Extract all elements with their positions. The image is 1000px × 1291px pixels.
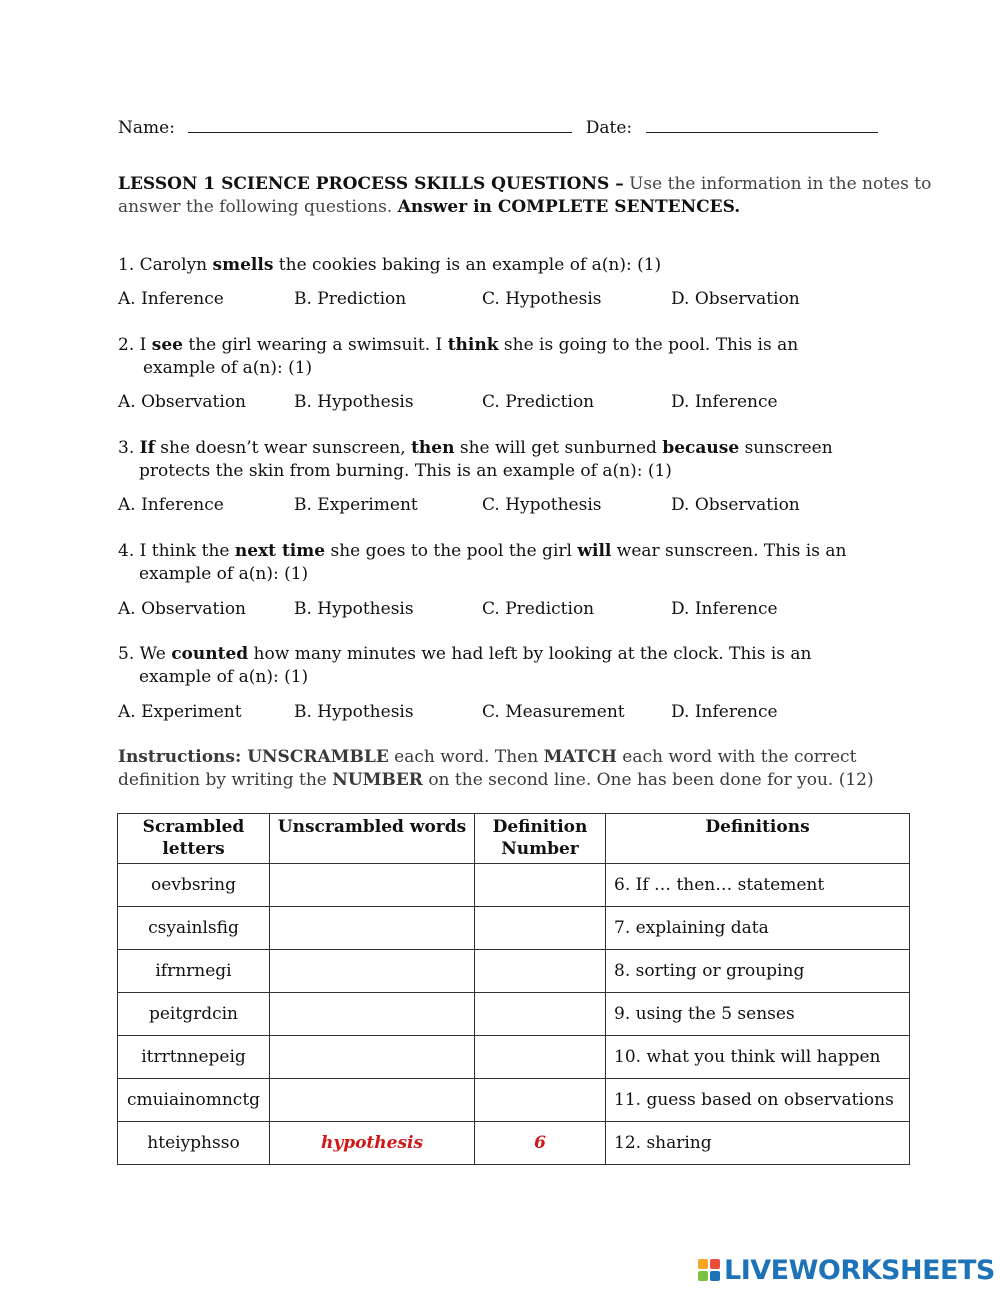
- unscrambled-input[interactable]: [270, 907, 475, 950]
- unscrambled-input[interactable]: [270, 993, 475, 1036]
- question-5: 5. We counted how many minutes we had left by looking at the clock. This is an: [118, 644, 812, 664]
- unscrambled-input[interactable]: [270, 950, 475, 993]
- lesson-intro-2: answer the following questions.: [118, 197, 398, 217]
- option-b[interactable]: B. Experiment: [294, 495, 418, 515]
- option-c[interactable]: C. Prediction: [482, 599, 595, 619]
- option-c[interactable]: C. Measurement: [482, 702, 625, 722]
- scrambled-word: oevbsring: [118, 864, 270, 907]
- option-d[interactable]: D. Inference: [671, 702, 778, 722]
- option-c[interactable]: C. Hypothesis: [482, 289, 602, 309]
- scrambled-word: hteiyphsso: [118, 1122, 270, 1165]
- question-1-options: [118, 289, 910, 311]
- question-3-line-2: protects the skin from burning. This is an example of a(n): (1): [139, 461, 672, 481]
- scrambled-word: cmuiainomnctg: [118, 1079, 270, 1122]
- definition-text: 8. sorting or grouping: [606, 950, 910, 993]
- instructions-line-1: Instructions: UNSCRAMBLE each word. Then MATCH each word with the correct: [118, 747, 857, 767]
- example-answer-word: hypothesis: [270, 1122, 475, 1165]
- scrambled-word: peitgrdcin: [118, 993, 270, 1036]
- definition-number-input[interactable]: [475, 950, 606, 993]
- unscramble-table: [117, 813, 910, 1165]
- unscrambled-input[interactable]: [270, 864, 475, 907]
- question-5-options: [118, 702, 910, 724]
- table-header-row: [118, 814, 910, 864]
- question-3: 3. If she doesn’t wear sunscreen, then she will get sunburned because sunscreen: [118, 438, 833, 458]
- definition-number-input[interactable]: [475, 907, 606, 950]
- table-row: [118, 864, 910, 907]
- option-b[interactable]: B. Hypothesis: [294, 599, 414, 619]
- table-row: [118, 1122, 910, 1165]
- option-d[interactable]: D. Observation: [671, 495, 800, 515]
- option-a[interactable]: A. Experiment: [118, 702, 242, 722]
- scrambled-word: csyainlsfig: [118, 907, 270, 950]
- option-b[interactable]: B. Hypothesis: [294, 392, 414, 412]
- definition-text: 10. what you think will happen: [606, 1036, 910, 1079]
- option-a[interactable]: A. Observation: [118, 599, 247, 619]
- logo-mark-icon: [698, 1259, 720, 1281]
- liveworksheets-logo: [698, 1253, 995, 1287]
- option-c[interactable]: C. Hypothesis: [482, 495, 602, 515]
- question-4-options: [118, 599, 910, 621]
- option-d[interactable]: D. Inference: [671, 392, 778, 412]
- table-row: [118, 907, 910, 950]
- question-2-line-2: example of a(n): (1): [143, 358, 313, 378]
- option-d[interactable]: D. Inference: [671, 599, 778, 619]
- question-5-line-2: example of a(n): (1): [139, 667, 309, 687]
- question-2: 2. I see the girl wearing a swimsuit. I think she is going to the pool. This is an: [118, 335, 799, 355]
- name-field[interactable]: [188, 132, 572, 133]
- complete-sentences-note: Answer in COMPLETE SENTENCES.: [397, 197, 741, 217]
- header-definitions: Definitions: [606, 814, 910, 864]
- definition-text: 11. guess based on observations: [606, 1079, 910, 1122]
- table-row: [118, 1036, 910, 1079]
- definition-number-input[interactable]: [475, 864, 606, 907]
- lesson-title: [118, 174, 931, 194]
- definition-number-input[interactable]: [475, 1079, 606, 1122]
- table-row: [118, 1079, 910, 1122]
- lesson-subtitle: [118, 197, 740, 217]
- question-4-line-2: example of a(n): (1): [139, 564, 309, 584]
- option-a[interactable]: A. Inference: [118, 495, 224, 515]
- option-c[interactable]: C. Prediction: [482, 392, 595, 412]
- question-4: 4. I think the next time she goes to the pool the girl will wear sunscreen. This is an: [118, 541, 847, 561]
- definition-text: 7. explaining data: [606, 907, 910, 950]
- question-2-options: [118, 392, 910, 414]
- definition-number-input[interactable]: [475, 993, 606, 1036]
- option-d[interactable]: D. Observation: [671, 289, 800, 309]
- option-b[interactable]: B. Prediction: [294, 289, 407, 309]
- name-date-line: [118, 118, 878, 138]
- question-3-options: [118, 495, 910, 517]
- option-a[interactable]: A. Observation: [118, 392, 247, 412]
- name-label: Name:: [118, 118, 175, 138]
- instructions-line-2: definition by writing the NUMBER on the second line. One has been done for you. (12): [118, 770, 874, 790]
- question-1: 1. Carolyn smells the cookies baking is an example of a(n): (1): [118, 255, 662, 275]
- table-row: [118, 950, 910, 993]
- definition-text: 12. sharing: [606, 1122, 910, 1165]
- unscrambled-input[interactable]: [270, 1036, 475, 1079]
- definition-text: 6. If … then… statement: [606, 864, 910, 907]
- date-field[interactable]: [646, 132, 878, 133]
- logo-text: LIVEWORKSHEETS: [724, 1254, 995, 1286]
- lesson-heading: LESSON 1 SCIENCE PROCESS SKILLS QUESTIONS –: [118, 174, 624, 194]
- header-unscrambled: Unscrambled words: [270, 814, 475, 864]
- option-a[interactable]: A. Inference: [118, 289, 224, 309]
- header-scrambled: Scrambled letters: [118, 814, 270, 864]
- unscrambled-input[interactable]: [270, 1079, 475, 1122]
- scrambled-word: ifrnrnegi: [118, 950, 270, 993]
- scrambled-word: itrrtnnepeig: [118, 1036, 270, 1079]
- option-b[interactable]: B. Hypothesis: [294, 702, 414, 722]
- definition-number-input[interactable]: [475, 1036, 606, 1079]
- table-row: [118, 993, 910, 1036]
- example-answer-number: 6: [475, 1122, 606, 1165]
- date-label: Date:: [585, 118, 633, 138]
- definition-text: 9. using the 5 senses: [606, 993, 910, 1036]
- lesson-intro: Use the information in the notes to: [623, 174, 932, 194]
- header-definition-number: Definition Number: [475, 814, 606, 864]
